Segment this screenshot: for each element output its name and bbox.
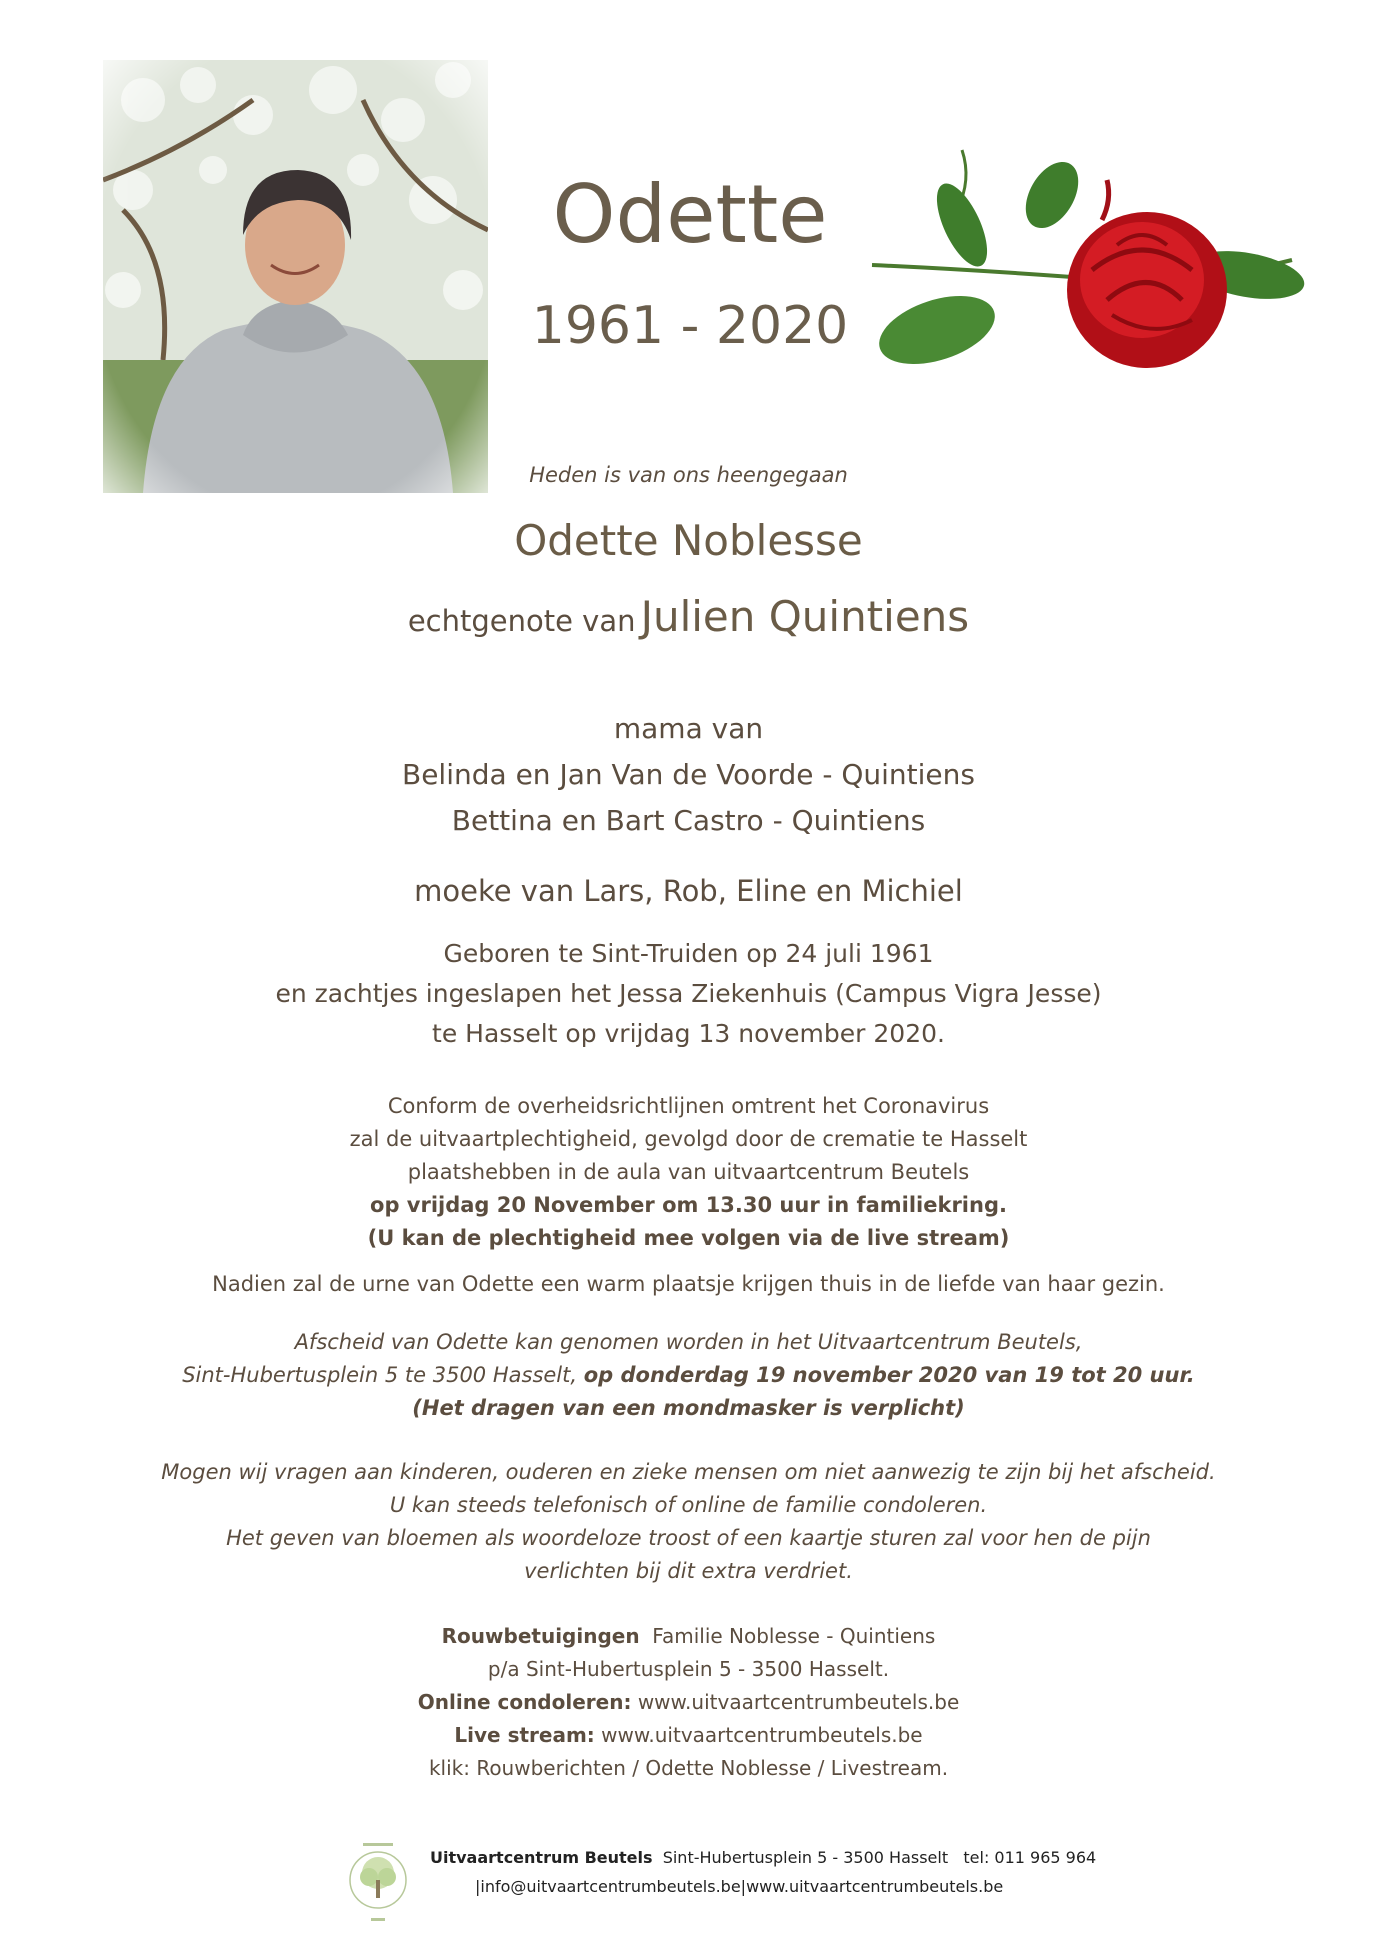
farewell-date: op donderdag 19 november 2020 van 19 tot 20 uur. [583, 1363, 1195, 1387]
footer-text [430, 1843, 1096, 1901]
ceremony-date: op vrijdag 20 November om 13.30 uur in familiekring. [370, 1193, 1007, 1217]
footer-links[interactable]: |info@uitvaartcentrumbeutels.be|www.uitvaartcentrumbeutels.be [475, 1877, 1004, 1896]
request-line: Mogen wij vragen aan kinderen, ouderen en zieke mensen om niet aanwezig te zijn bij het afscheid. [161, 1460, 1216, 1484]
spouse-name: Julien Quintiens [640, 592, 970, 641]
stream-link[interactable]: www.uitvaartcentrumbeutels.be [601, 1723, 923, 1747]
farewell-block [0, 1326, 1377, 1425]
footer [345, 1835, 1145, 1930]
mask-note: (Het dragen van een mondmasker is verplicht) [412, 1396, 965, 1420]
request-block [0, 1456, 1377, 1588]
online-label: Online condoleren: [417, 1690, 632, 1714]
footer-company: Uitvaartcentrum Beutels [430, 1848, 653, 1867]
death-place-line: te Hasselt op vrijdag 13 november 2020. [432, 1019, 945, 1048]
first-name-heading: Odette [552, 168, 828, 261]
intro-line: Heden is van ons heengegaan [529, 463, 848, 487]
rose-icon [862, 140, 1322, 400]
birth-death-block [0, 934, 1377, 1054]
rouw-address: p/a Sint-Hubertusplein 5 - 3500 Hasselt. [487, 1657, 890, 1681]
online-line [0, 1686, 1377, 1719]
mama-label: mama van [613, 712, 764, 745]
ceremony-line: plaatshebben in de aula van uitvaartcentrum Beutels [407, 1160, 970, 1184]
rouw-label: Rouwbetuigingen [441, 1624, 640, 1648]
stream-label: Live stream: [454, 1723, 595, 1747]
ceremony-stream-note: (U kan de plechtigheid mee volgen via de live stream) [367, 1226, 1010, 1250]
children-block [0, 706, 1377, 844]
grandchildren-line: moeke van Lars, Rob, Eline en Michiel [414, 874, 963, 908]
request-line: verlichten bij dit extra verdriet. [524, 1559, 853, 1583]
online-link[interactable]: www.uitvaartcentrumbeutels.be [637, 1690, 960, 1714]
footer-phone: tel: 011 965 964 [963, 1848, 1097, 1867]
death-line: en zachtjes ingeslapen het Jessa Ziekenhuis (Campus Vigra Jesse) [275, 979, 1102, 1008]
farewell-line: Afscheid van Odette kan genomen worden in het Uitvaartcentrum Beutels, [294, 1330, 1083, 1354]
farewell-line [0, 1359, 1377, 1392]
deceased-full-name: Odette Noblesse [514, 516, 863, 565]
farewell-address: Sint-Hubertusplein 5 te 3500 Hasselt, [182, 1363, 578, 1387]
tree-logo-icon [345, 1835, 411, 1930]
ceremony-block [0, 1090, 1377, 1255]
spouse-line [0, 592, 1377, 641]
stream-line [0, 1719, 1377, 1752]
birth-line: Geboren te Sint-Truiden op 24 juli 1961 [443, 939, 934, 968]
ceremony-line: Conform de overheidsrichtlijnen omtrent het Coronavirus [387, 1094, 990, 1118]
portrait-photo [103, 60, 488, 493]
urn-line: Nadien zal de urne van Odette een warm plaatsje krijgen thuis in de liefde van haar gezin. [212, 1272, 1165, 1296]
spouse-prefix: echtgenote van [407, 604, 636, 638]
request-line: U kan steeds telefonisch of online de familie condoleren. [389, 1493, 988, 1517]
child-line: Bettina en Bart Castro - Quintiens [451, 804, 926, 837]
rouw-line [0, 1620, 1377, 1653]
contact-block [0, 1620, 1377, 1785]
child-line: Belinda en Jan Van de Voorde - Quintiens [402, 758, 975, 791]
request-line: Het geven van bloemen als woordeloze troost of een kaartje sturen zal voor hen de pijn [226, 1526, 1151, 1550]
navigation-path: klik: Rouwberichten / Odette Noblesse / Livestream. [428, 1756, 949, 1780]
life-years: 1961 - 2020 [531, 296, 849, 356]
rouw-value: Familie Noblesse - Quintiens [652, 1624, 936, 1648]
footer-address: Sint-Hubertusplein 5 - 3500 Hasselt [662, 1848, 949, 1867]
ceremony-line: zal de uitvaartplechtigheid, gevolgd door de crematie te Hasselt [349, 1127, 1028, 1151]
